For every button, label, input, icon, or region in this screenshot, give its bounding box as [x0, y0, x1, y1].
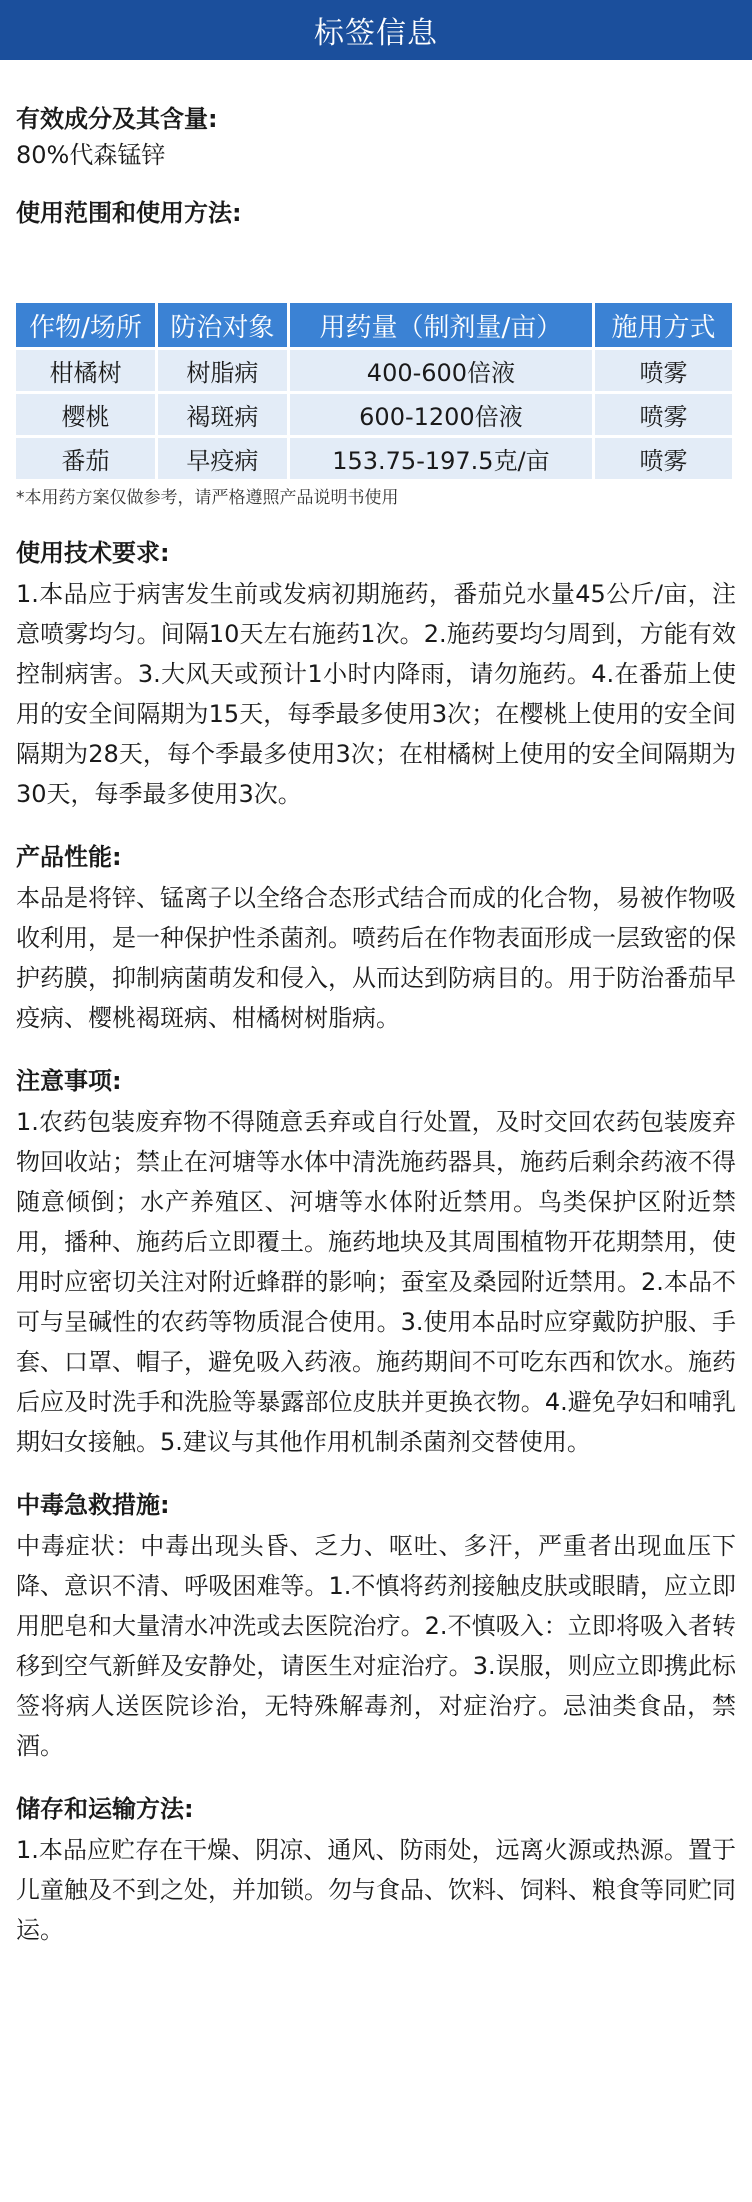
col-header-target: 防治对象: [158, 303, 287, 347]
tech-section: [16, 538, 736, 814]
table-cell: 喷雾: [595, 438, 732, 479]
storage-text: 1.本品应贮存在干燥、阴凉、通风、防雨处，远离火源或热源。置于儿童触及不到之处，并加锁。勿与食品、饮料、饲料、粮食等同贮同运。: [16, 1836, 736, 1944]
tech-title: 使用技术要求:: [16, 539, 170, 567]
col-header-method: 施用方式: [595, 303, 732, 347]
dosage-table: [13, 300, 735, 482]
firstaid-section: [16, 1490, 736, 1766]
table-note: *本用药方案仅做参考，请严格遵照产品说明书使用: [16, 488, 399, 508]
caution-title: 注意事项:: [16, 1067, 122, 1095]
table-cell: 153.75-197.5克/亩: [290, 438, 592, 479]
caution-text: 1.农药包装废弃物不得随意丢弃或自行处置，及时交回农药包装废弃物回收站；禁止在河塘等水体中清洗施药器具，施药后剩余药液不得随意倾倒；水产养殖区、河塘等水体附近禁用。鸟类保护区附近禁用，播种、施药后立即覆土。施药地块及其周围植物开花期禁用，使用时应密切关注对附近蜂群的影响；蚕室及桑园附近禁用。2.本品不可与呈碱性的农药等物质混合使用。3.使用本品时应穿戴防护服、手套、口罩、帽子，避免吸入药液。施药期间不可吃东西和饮水。施药后应及时洗手和洗脸等暴露部位皮肤并更换衣物。4.避免孕妇和哺乳期妇女接触。5.建议与其他作用机制杀菌剂交替使用。: [16, 1108, 736, 1456]
col-header-crop: 作物/场所: [16, 303, 155, 347]
table-cell: 褐斑病: [158, 394, 287, 435]
table-row: [16, 350, 732, 391]
performance-text: 本品是将锌、锰离子以全络合态形式结合而成的化合物，易被作物吸收利用，是一种保护性杀菌剂。喷药后在作物表面形成一层致密的保护药膜，抑制病菌萌发和侵入，从而达到防病目的。用于防治番茄早疫病、樱桃褐斑病、柑橘树树脂病。: [16, 884, 736, 1032]
tech-text: 1.本品应于病害发生前或发病初期施药，番茄兑水量45公斤/亩，注意喷雾均匀。间隔10天左右施药1次。2.施药要均匀周到，方能有效控制病害。3.大风天或预计1小时内降雨，请勿施药。4.在番茄上使用的安全间隔期为15天，每季最多使用3次；在樱桃上使用的安全间隔期为28天，每个季最多使用3次；在柑橘树上使用的安全间隔期为30天，每季最多使用3次。: [16, 580, 736, 808]
dosage-table-wrap: [16, 300, 736, 510]
table-cell: 番茄: [16, 438, 155, 479]
performance-title: 产品性能:: [16, 843, 122, 871]
table-cell: 早疫病: [158, 438, 287, 479]
table-cell: 400-600倍液: [290, 350, 592, 391]
storage-title: 储存和运输方法:: [16, 1795, 194, 1823]
page-title: 标签信息: [314, 16, 438, 51]
caution-section: [16, 1066, 736, 1462]
performance-section: [16, 842, 736, 1038]
table-row: [16, 438, 732, 479]
table-cell: 樱桃: [16, 394, 155, 435]
firstaid-title: 中毒急救措施:: [16, 1491, 170, 1519]
table-row: [16, 394, 732, 435]
table-cell: 喷雾: [595, 394, 732, 435]
table-cell: 喷雾: [595, 350, 732, 391]
header-bar: [0, 0, 752, 60]
table-cell: 600-1200倍液: [290, 394, 592, 435]
ingredient-title: 有效成分及其含量:: [16, 105, 218, 133]
table-header-row: [16, 303, 732, 347]
storage-section: [16, 1794, 736, 1950]
usage-title: 使用范围和使用方法:: [16, 199, 242, 227]
ingredient-value: 80%代森锰锌: [16, 141, 166, 169]
firstaid-text: 中毒症状：中毒出现头昏、乏力、呕吐、多汗，严重者出现血压下降、意识不清、呼吸困难等。1.不慎将药剂接触皮肤或眼睛，应立即用肥皂和大量清水冲洗或去医院治疗。2.不慎吸入：立即将吸入者转移到空气新鲜及安静处，请医生对症治疗。3.误服，则应立即携此标签将病人送医院诊治，无特殊解毒剂，对症治疗。忌油类食品，禁酒。: [16, 1532, 736, 1760]
label-content: [0, 104, 752, 1950]
table-cell: 柑橘树: [16, 350, 155, 391]
col-header-dosage: 用药量（制剂量/亩）: [290, 303, 592, 347]
table-cell: 树脂病: [158, 350, 287, 391]
